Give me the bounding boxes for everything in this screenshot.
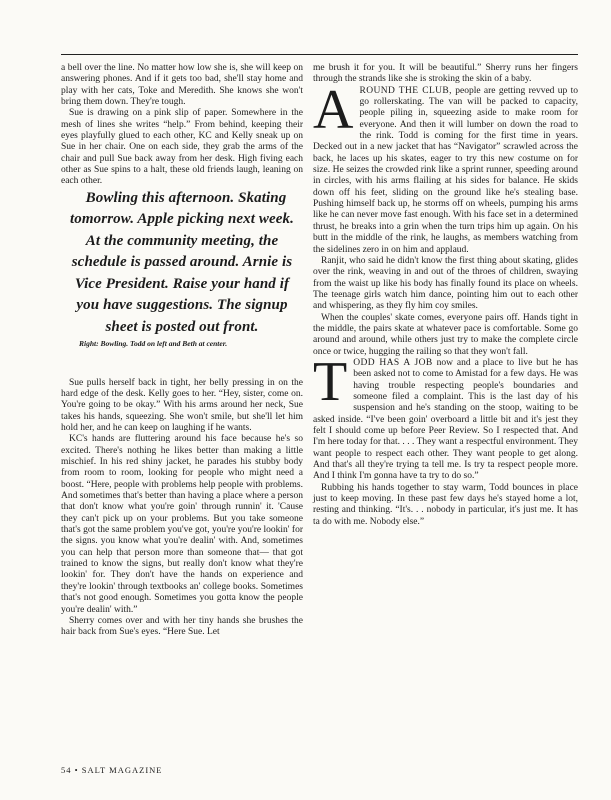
section-todd-text: now and a place to live but he has been asked not to come to Amistad for a few days. He was having trouble respecting people's boundaries and someone filed a complaint. This is the last day of his suspension and he's standing on the stoop, waiting to be asked inside. “I've been goin' overboard a little bit and it's jest they felt I should come up before Peer Review. So I respected that. And I'm here today for that. . . . They want a respectful environment. They want people to respect each other. They want people to get along. And that's all they're trying ta tell me. Is try ta respect people more. And I think I'm gonna have ta try to do so.” — [313, 357, 578, 482]
top-rule — [61, 54, 578, 55]
section-lead-in: ROUND THE CLUB, — [359, 85, 452, 96]
section-rink — [313, 78, 578, 256]
left-paragraph-3: Sue pulls herself back in tight, her belly pressing in on the hard edge of the desk. Kelly goes to her. “Hey, sister, come on. You're going to be okay.” With his arms around her neck, Sue takes his hands, squeezing. She won't smile, but she'll let him hold her, and he can keep on laughing if he wants. — [61, 377, 303, 433]
right-paragraph-3: When the couples' skate comes, everyone pairs off. Hands tight in the middle, the pairs skate at whatever pace is comfortable. Some go around and around, while others just try to make the complete circle once or twice, hugging the railing so that they won't fall. — [313, 312, 578, 357]
left-paragraph-1: a bell over the line. No matter how low she is, she will keep on answering phones. And if it gets too bad, she'll stay home and play with her cats, Toke and Meredith. She knows she won't bring them down. They're tough. — [61, 63, 303, 108]
drop-cap-a: A — [313, 78, 354, 141]
right-paragraph-1: me brush it for you. It will be beautiful.” Sherry runs her fingers through the strands like she is stroking the skin of a baby. — [313, 63, 578, 85]
photo-caption: Right: Bowling. Todd on left and Beth at center. — [79, 339, 228, 349]
right-column — [313, 63, 578, 528]
drop-cap-t: T — [313, 350, 348, 413]
section-lead-in: ODD HAS A JOB — [353, 357, 433, 368]
pull-quote: Bowling this afternoon. Skating tomorrow. Apple picking next week. At the community meeting, the schedule is passed around. Arnie is Vice President. Raise your hand if you have suggestions. The signup sheet is posted out front. — [70, 189, 294, 335]
left-paragraph-5: Sherry comes over and with her tiny hands she brushes the hair back from Sue's eyes. “Here Sue. Let — [61, 615, 303, 638]
section-todd — [313, 350, 578, 483]
right-paragraph-4: Rubbing his hands together to stay warm, Todd bounces in place just to keep moving. In these past few days he's stayed home a lot, resting and thinking. “It's. . . nobody in particular, it's just me. It has ta do with me. Nobody else.” — [313, 482, 578, 527]
left-paragraph-4: KC's hands are fluttering around his face because he's so excited. There's nothing he likes better than making a little mischief. In his red shiny jacket, he parades his stubby body from room to room, looking for people who might need a boost. “Here, people with problems help people with problems. And sometimes that's better than having a place where a person that don't know what you're goin' through runnin' it. 'Cause they can't pick up on your problems. But you take someone that's got the same problem you've got, you're you're lookin' for the signs. you know what you're dealin' with. And, sometimes you can help that person more than someone that— that got trained to know the signs, but really don't know what they're lookin' for. They don't have the hands on experience and they're lookin' through textbooks an' college books. Sometimes that's not good enough. Sometimes you gotta know the people you're dealin' with.” — [61, 434, 303, 615]
page-footer: 54 • SALT MAGAZINE — [61, 765, 163, 775]
left-paragraph-2: Sue is drawing on a pink slip of paper. Somewhere in the mesh of lines she writes “help.” From behind, keeping their eyes playfully glued to each other, KC and Kelly sneak up on Sue in her chair. One on each side, they grab the arms of the chair and pull Sue back away from her desk. High fiving each other as Sue spins to a halt, these old friends laugh, leaning on each other. — [61, 108, 303, 187]
section-rink-text: people are getting revved up to go rollerskating. The van will be packed to capacity, people piling in, squeezing aside to make room for everyone. And then it will lumber on down the road to the rink. Todd is coming for the first time in years. Decked out in a new jacket that has “Navigator” scrawled across the back, he laces up his skates, eager to try this new costume on for size. He seizes the crowded rink like a sprint runner, speeding around in circles, with his arms flailing at his sides for balance. He skids down off his feet, sliding on the ground like he's stealing base. Pushing himself back up, he storms off on wheels, pumping his arms like he can never move fast enough. With his face set in a determined thrust, he breaks into a grin when the turn trips him up again. On his butt in the middle of the rink, he laughs, as members watching from the sidelines zero in on him and applaud. — [313, 85, 578, 255]
left-column — [61, 63, 303, 639]
right-paragraph-2: Ranjit, who said he didn't know the first thing about skating, glides over the rink, weaving in and out of the throes of children, swaying from the waist up like his body has finally found its place on wheels. The teenage girls watch him dance, pointing him out to each other and whispering, as they fly him coy smiles. — [313, 255, 578, 312]
